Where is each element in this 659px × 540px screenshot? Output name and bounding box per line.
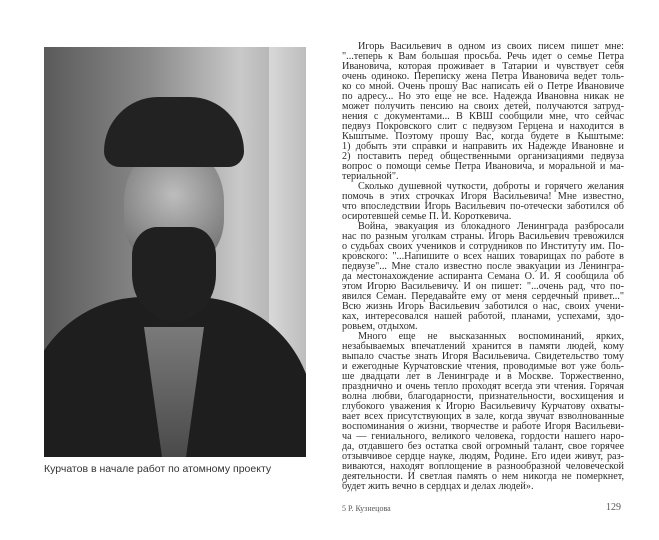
- text-line: педвуз Покровского слит с педвузом Герцена и находится в: [342, 121, 624, 132]
- text-line: ко со мной. Очень прошу Вас написать ей о Петре Ивановиче: [342, 81, 624, 92]
- text-line: ках, интересовался нашей работой, планами, успехами, здо-: [342, 311, 624, 322]
- text-line: Игорь Васильевич в одном из своих писем пишет мне:: [358, 41, 624, 52]
- text-line: Война, эвакуация из блокадного Ленинграда разбросали: [358, 221, 624, 232]
- text-line: о судьбах своих учеников и сотрудников по Институту им. По-: [342, 241, 624, 252]
- text-line: да, отдавшего без остатка свой огромный талант, свое горячее: [342, 441, 624, 452]
- text-line: Много еще не высказанных воспоминаний, ярких,: [358, 331, 624, 342]
- text-line: глубокого уважения к Игорю Васильевичу Курчатову охваты-: [342, 401, 624, 412]
- text-line: Сколько душевной чуткости, доброты и горячего желания: [358, 181, 624, 192]
- text-line: явился Семан. Передавайте ему от меня сердечный привет...": [342, 291, 624, 302]
- text-line: Кыштыме. Поэтому прошу Вас, когда будете в Кыштыме:: [342, 131, 624, 142]
- text-line: териальной".: [342, 171, 399, 182]
- body-text: [342, 42, 624, 492]
- text-line: воспоминания о жизни, творчестве и работе Игоря Васильеви-: [342, 421, 624, 432]
- text-line: может получить пенсию на своих детей, получаются затруд-: [342, 101, 624, 112]
- text-line: ше двадцати лет в Ленинграде и в Москве. Торжественно,: [342, 371, 624, 382]
- text-line: выпало счастье знать Игоря Васильевича. Свидетельство тому: [342, 351, 624, 362]
- text-line: празднично и очень тепло проходят всегда эти чтения. Горячая: [342, 381, 624, 392]
- photo-cap: [104, 97, 244, 167]
- text-line: 2) поставить перед общественными организациями педвуза: [342, 151, 624, 162]
- text-line: отзывчивое сердце науке, людям, Родине. Его идеи живут, раз-: [342, 451, 624, 462]
- text-line: волна любви, благодарности, признательности, восхищения и: [342, 391, 624, 402]
- footer-signature: 5 Р. Кузнецова: [342, 504, 391, 513]
- portrait-photo: [44, 47, 306, 457]
- text-line: этом Игорю Васильевичу. И он пишет: "...очень рад, что по-: [342, 281, 624, 292]
- text-line: что впоследствии Игорь Васильевич по-отечески заботился об: [342, 201, 624, 212]
- text-line: виваются, находят воплощение в разнообразной человеческой: [342, 461, 624, 472]
- text-line: незабываемых впечатлений хранится в памяти людей, кому: [342, 341, 624, 352]
- text-line: ровьем, отдыхом.: [342, 321, 418, 332]
- text-line: ча — гениального, великого человека, гордости нашего наро-: [342, 431, 624, 442]
- text-line: будет жить вечно в сердцах и делах людей».: [342, 481, 534, 492]
- text-line: нас по разным уголкам страны. Игорь Васильевич тревожился: [342, 231, 624, 242]
- text-line: Всю жизнь Игорь Васильевич заботился о нас, своих учени-: [342, 301, 624, 312]
- text-line: 1) добыть эти справки и направить их Надежде Ивановне и: [342, 141, 624, 152]
- text-line: очень одиноко. Переписку жена Петра Ивановича ведет толь-: [342, 71, 624, 82]
- text-line: деятельности. И светлая память о нем никогда не померкнет,: [342, 471, 624, 482]
- text-line: вает всех присутствующих в зале, когда звучат взволнованные: [342, 411, 624, 422]
- text-line: по адресу... Но это еще не все. Надежда Ивановна никак не: [342, 91, 624, 102]
- text-line: осиротевшей семье П. И. Короткевича.: [342, 211, 512, 222]
- text-line: "...теперь к Вам большая просьба. Речь идет о семье Петра: [342, 51, 624, 62]
- text-line: педвузе"... Мне стало известно после эвакуации из Ленингра-: [342, 261, 624, 272]
- text-line: помочь в этих строчках Игоря Васильевича! Мне известно,: [342, 191, 624, 202]
- text-line: и ежегодные Курчатовские чтения, проводимые вот уже боль-: [342, 361, 624, 372]
- text-line: вопрос о помощи семье Петра Ивановича, и моральной и ма-: [342, 161, 624, 172]
- photo-beard: [132, 227, 216, 322]
- page-number: 129: [606, 502, 621, 513]
- photo-caption: Курчатов в начале работ по атомному проекту: [44, 463, 272, 475]
- text-line: Ивановича, которая проживает в Татарии и чувствует себя: [342, 61, 624, 72]
- text-line: да местонахождение аспиранта Семана О. И. Я сообщила об: [342, 271, 624, 282]
- text-line: нения с документами... В КВШ сообщили мне, что сейчас: [342, 111, 624, 122]
- text-line: кровского: "...Напишите о всех наших товарищах по работе в: [342, 251, 624, 262]
